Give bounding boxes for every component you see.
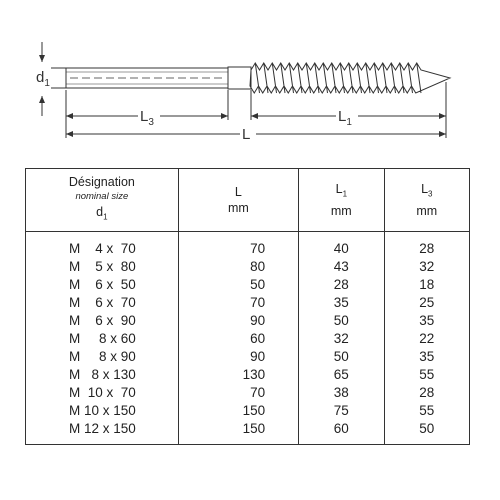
l1-cell xyxy=(299,330,384,348)
l1-cell-text: 32 xyxy=(333,331,349,346)
l3-cell xyxy=(384,294,469,312)
l3-cell xyxy=(384,402,469,420)
l-cell xyxy=(178,366,298,384)
l1-cell-text: 43 xyxy=(333,259,349,274)
l3-cell xyxy=(384,348,469,366)
l1-cell xyxy=(299,402,384,420)
designation-cell-text: M 4 x 70 xyxy=(69,241,136,256)
l3-cell xyxy=(384,384,469,402)
designation-cell-text: M 6 x 70 xyxy=(69,295,136,310)
l-cell xyxy=(178,330,298,348)
l3-cell-text: 25 xyxy=(419,295,435,310)
l-label: L xyxy=(242,126,251,143)
l1-cell-text: 50 xyxy=(333,313,349,328)
designation-cell-text: M 8 x 90 xyxy=(69,349,136,364)
header-designation: Désignation nominal size $d_1$ xyxy=(26,169,179,232)
l3-cell xyxy=(384,420,469,445)
l-cell-text: 50 xyxy=(250,277,266,292)
l-cell xyxy=(178,384,298,402)
l1-cell xyxy=(299,384,384,402)
designation-cell-text: M 8 x 60 xyxy=(69,331,136,346)
l1-cell-text: 50 xyxy=(333,349,349,364)
l3-cell-text: 32 xyxy=(419,259,435,274)
designation-cell-text: M 6 x 90 xyxy=(69,313,136,328)
l3-cell-text: 35 xyxy=(419,313,435,328)
l-cell-text: 130 xyxy=(242,367,266,382)
l1-cell xyxy=(299,276,384,294)
l1-cell-text: 60 xyxy=(333,421,349,436)
l1-cell-text: 38 xyxy=(333,385,349,400)
l-cell-text: 150 xyxy=(242,421,266,436)
l1-cell xyxy=(299,366,384,384)
designation-cell-text: M 8 x 130 xyxy=(69,367,136,382)
specification-table xyxy=(25,168,470,445)
l3-cell xyxy=(384,366,469,384)
table-row xyxy=(26,276,470,294)
wood-thread xyxy=(250,63,450,93)
l1-cell-text: 40 xyxy=(333,241,349,256)
table-row xyxy=(26,348,470,366)
table-header-row xyxy=(26,169,470,232)
l3-cell xyxy=(384,312,469,330)
d1-label: $d_1$ xyxy=(36,69,50,89)
l-cell-text: 90 xyxy=(250,349,266,364)
designation-cell xyxy=(26,420,179,445)
designation-cell xyxy=(26,232,179,259)
l3-cell-text: 50 xyxy=(419,421,435,436)
collar xyxy=(228,67,251,89)
l3-cell-text: 28 xyxy=(419,241,435,256)
l1-cell xyxy=(299,312,384,330)
l3-cell-text: 35 xyxy=(419,349,435,364)
l1-label: $L_1$ xyxy=(338,108,352,128)
header-nominal-size: nominal size xyxy=(75,191,129,203)
designation-cell xyxy=(26,384,179,402)
l-cell-text: 70 xyxy=(250,241,266,256)
designation-cell xyxy=(26,294,179,312)
l-cell xyxy=(178,348,298,366)
designation-cell-text: M 6 x 50 xyxy=(69,277,136,292)
l-cell-text: 90 xyxy=(250,313,266,328)
l-cell xyxy=(178,294,298,312)
screw-dimension-drawing xyxy=(0,0,500,160)
l3-cell xyxy=(384,232,469,259)
table-row xyxy=(26,312,470,330)
designation-cell xyxy=(26,330,179,348)
l3-cell-text: 28 xyxy=(419,385,435,400)
l-cell-text: 80 xyxy=(250,259,266,274)
l-cell xyxy=(178,420,298,445)
table-row xyxy=(26,366,470,384)
table-row xyxy=(26,232,470,259)
l1-cell-text: 65 xyxy=(333,367,349,382)
designation-cell xyxy=(26,312,179,330)
table-row xyxy=(26,330,470,348)
table-row xyxy=(26,258,470,276)
designation-cell xyxy=(26,348,179,366)
l1-cell xyxy=(299,294,384,312)
l3-cell xyxy=(384,276,469,294)
l3-cell xyxy=(384,258,469,276)
l1-cell-text: 35 xyxy=(333,295,349,310)
l1-cell-text: 28 xyxy=(333,277,349,292)
header-l1: $L_1$ mm xyxy=(299,169,384,232)
designation-cell-text: M 10 x 70 xyxy=(69,385,136,400)
l-cell xyxy=(178,402,298,420)
l-cell-text: 70 xyxy=(250,385,266,400)
header-l3: $L_3$ mm xyxy=(384,169,469,232)
l3-cell-text: 22 xyxy=(419,331,435,346)
l1-cell xyxy=(299,258,384,276)
l1-cell xyxy=(299,348,384,366)
l1-cell xyxy=(299,420,384,445)
table-row xyxy=(26,402,470,420)
l3-cell xyxy=(384,330,469,348)
l3-cell-text: 55 xyxy=(419,403,435,418)
designation-cell xyxy=(26,276,179,294)
l3-cell-text: 18 xyxy=(419,277,435,292)
designation-cell-text: M 10 x 150 xyxy=(69,403,136,418)
l3-label: $L_3$ xyxy=(140,108,154,128)
l1-cell xyxy=(299,232,384,259)
l-cell-text: 70 xyxy=(250,295,266,310)
designation-cell xyxy=(26,366,179,384)
designation-cell xyxy=(26,258,179,276)
table-row xyxy=(26,384,470,402)
l-cell xyxy=(178,276,298,294)
l-cell-text: 150 xyxy=(242,403,266,418)
l-cell xyxy=(178,258,298,276)
l1-cell-text: 75 xyxy=(333,403,349,418)
l-cell xyxy=(178,232,298,259)
table-row xyxy=(26,420,470,445)
designation-cell-text: M 5 x 80 xyxy=(69,259,136,274)
l-cell xyxy=(178,312,298,330)
l-cell-text: 60 xyxy=(250,331,266,346)
table-row xyxy=(26,294,470,312)
header-l: L mm xyxy=(178,169,298,232)
l3-cell-text: 55 xyxy=(419,367,435,382)
designation-cell-text: M 12 x 150 xyxy=(69,421,136,436)
designation-cell xyxy=(26,402,179,420)
